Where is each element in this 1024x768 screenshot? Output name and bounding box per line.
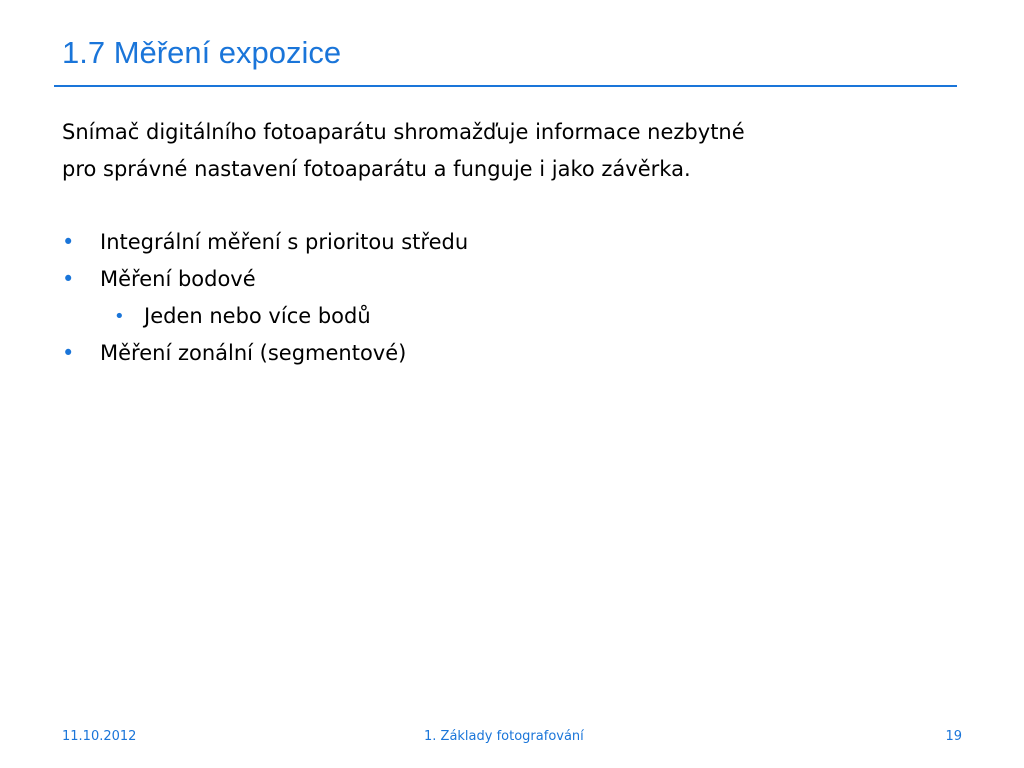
title-divider: [54, 85, 957, 87]
sub-bullet-text: Jeden nebo více bodů: [144, 304, 371, 328]
sub-bullet-item: [62, 298, 962, 335]
bullet-icon: •: [62, 341, 75, 365]
bullet-text: Měření bodové: [100, 267, 256, 291]
bullet-icon: •: [62, 267, 75, 291]
bullet-item: [62, 335, 962, 372]
intro-line: Snímač digitálního fotoaparátu shromažďuje informace nezbytné: [62, 120, 745, 144]
footer-page-number: 19: [945, 729, 962, 744]
footer-course-title: 1. Základy fotografování: [424, 729, 584, 744]
intro-paragraph: [62, 114, 962, 188]
slide-title: 1.7 Měření expozice: [62, 35, 342, 70]
bullet-icon: •: [114, 306, 125, 327]
footer-date: 11.10.2012: [62, 729, 137, 744]
bullet-item: [62, 224, 962, 261]
bullet-text: Měření zonální (segmentové): [100, 341, 407, 365]
bullet-text: Integrální měření s prioritou středu: [100, 230, 469, 254]
bullet-item: [62, 261, 962, 298]
bullet-list: [62, 224, 962, 372]
intro-line: pro správné nastavení fotoaparátu a funguje i jako závěrka.: [62, 157, 691, 181]
bullet-icon: •: [62, 230, 75, 254]
